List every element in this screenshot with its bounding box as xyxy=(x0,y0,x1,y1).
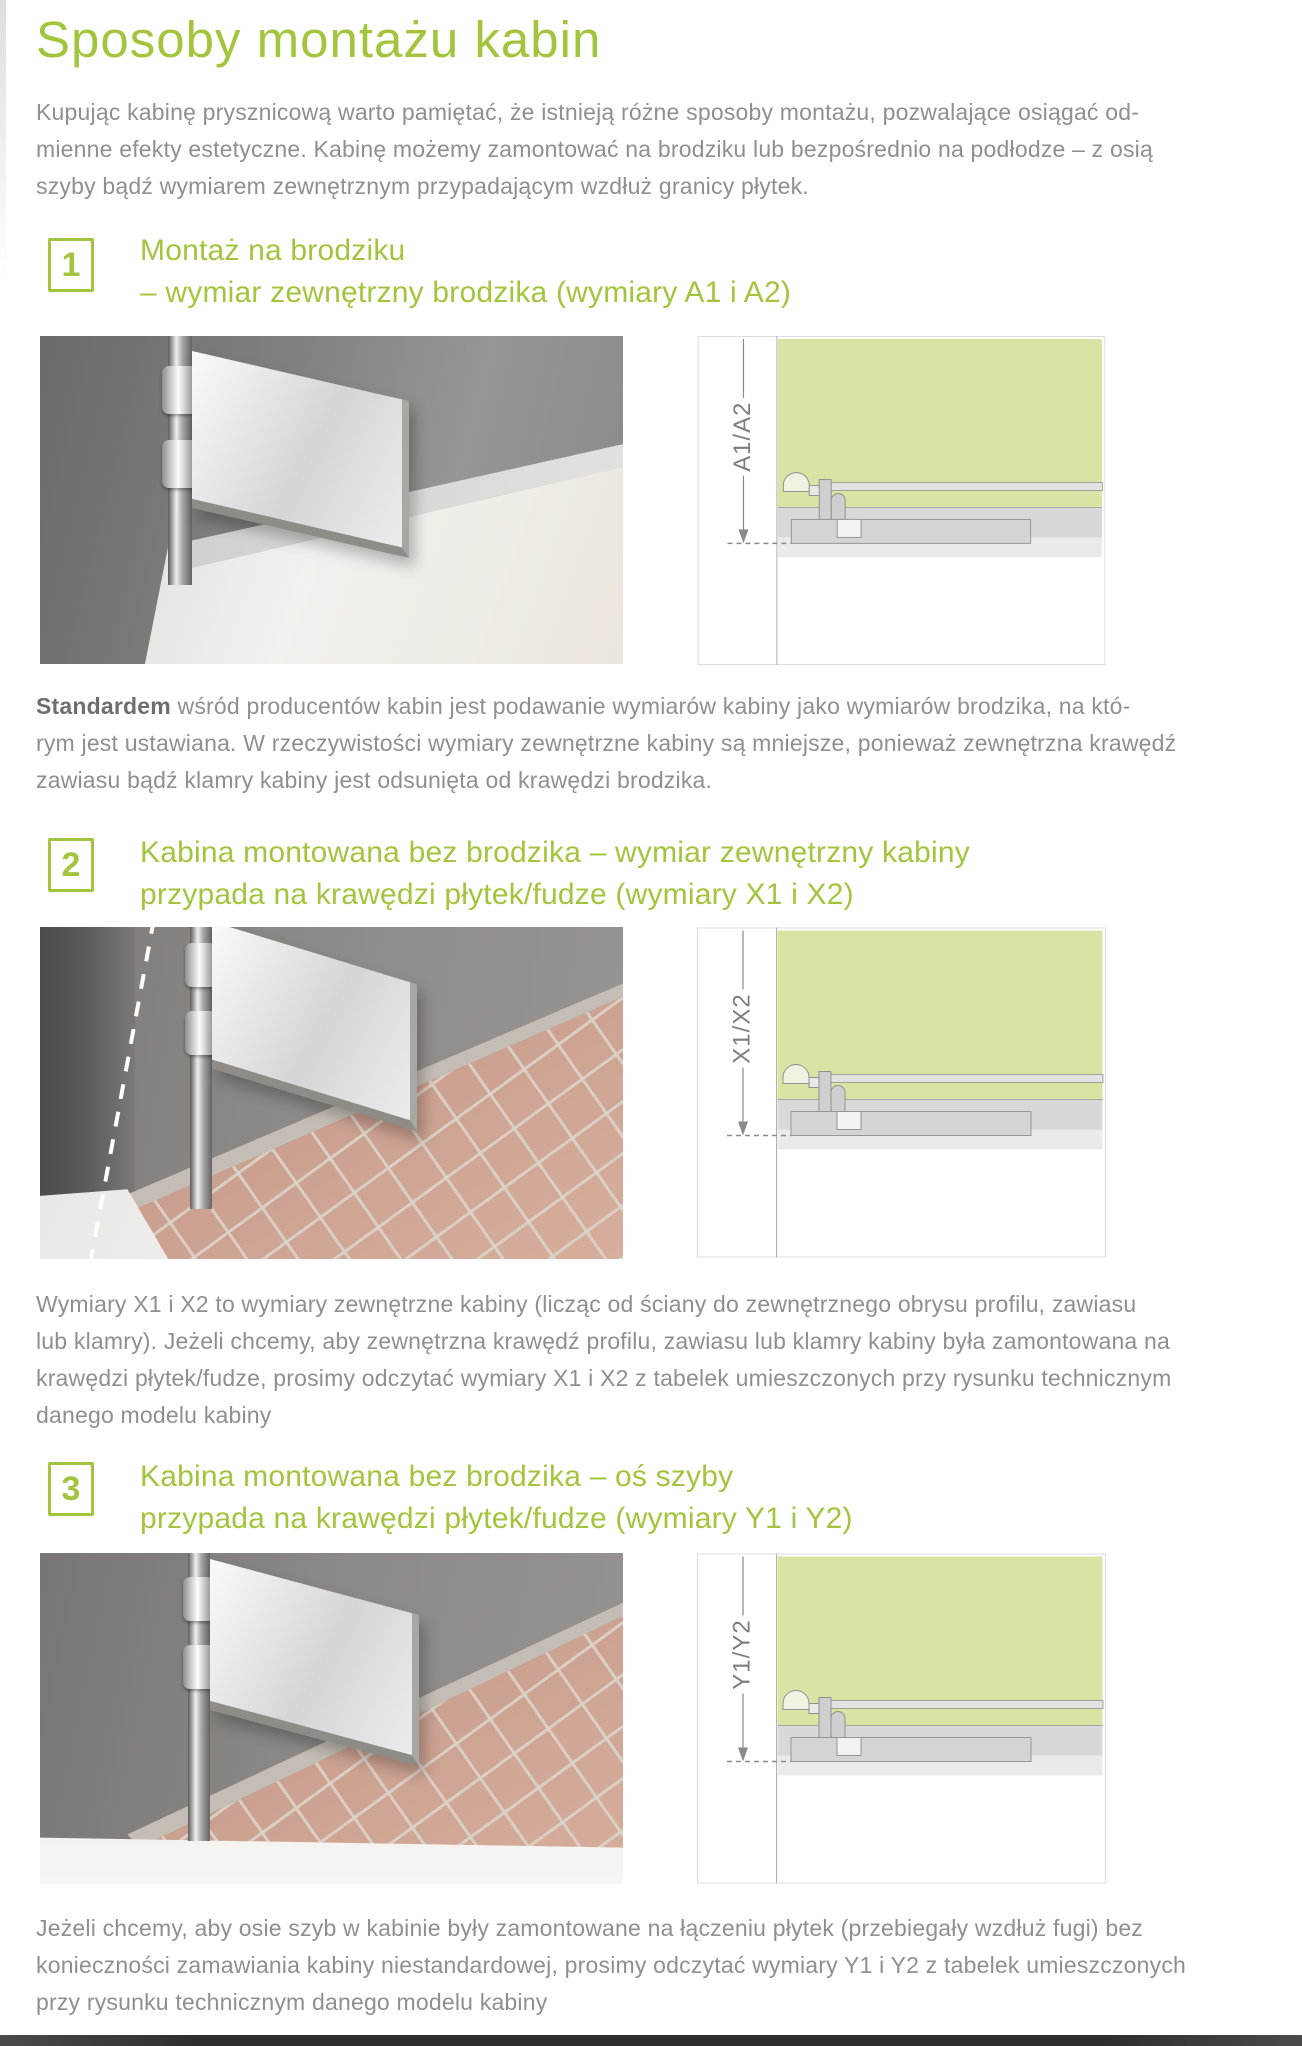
photo-hinge-glass-axis-on-tiles xyxy=(40,1553,623,1884)
photo-hinge-on-shower-tray xyxy=(40,336,623,664)
dimension-label: Y1/Y2 xyxy=(728,1619,756,1690)
intro-line: szyby bądź wymiarem zewnętrznym przypadającym wzdłuż granicy płytek. xyxy=(36,173,809,199)
section-2-heading xyxy=(140,832,1190,916)
dimension-label: X1/X2 xyxy=(728,993,756,1064)
section-3-number-badge xyxy=(48,1462,94,1516)
section-number: 1 xyxy=(61,245,81,284)
diagram-a1-a2 xyxy=(697,336,1106,665)
section-3-paragraph xyxy=(36,1910,1186,2021)
diagram-y1-y2 xyxy=(697,1553,1106,1884)
paragraph-line: rym jest ustawiana. W rzeczywistości wymiary zewnętrzne kabiny są mniejsze, ponieważ zewnętrzna krawędź xyxy=(36,730,1177,756)
paragraph-line: lub klamry). Jeżeli chcemy, aby zewnętrzna krawędź profilu, zawiasu lub klamry kabiny była zamontowana na xyxy=(36,1328,1170,1354)
lead-word: Standardem xyxy=(36,693,171,719)
technical-drawing xyxy=(697,336,1106,665)
diagram-x1-x2 xyxy=(697,927,1106,1258)
section-heading-line: Kabina montowana bez brodzika – oś szyby xyxy=(140,1460,734,1493)
section-2-number-badge xyxy=(48,838,94,892)
hinge-bracket-plate xyxy=(192,351,409,558)
photo-hinge-on-tiled-floor-dashed-axis xyxy=(40,927,623,1259)
section-heading-line: przypada na krawędzi płytek/fudze (wymiary X1 i X2) xyxy=(140,878,854,911)
paragraph-line: zawiasu bądź klamry kabiny jest odsunięta od krawędzi brodzika. xyxy=(36,767,713,793)
paragraph-line: konieczności zamawiania kabiny niestandardowej, prosimy odczytać wymiary Y1 i Y2 z tabelek umieszczonych xyxy=(36,1952,1187,1978)
paragraph-line: Jeżeli chcemy, aby osie szyb w kabinie były zamontowane na łączeniu płytek (przebiegały wzdłuż fugi) bez xyxy=(36,1915,1144,1941)
page-title: Sposoby montażu kabin xyxy=(36,11,602,68)
hinge-bracket-plate xyxy=(210,1559,419,1766)
section-heading-line: Montaż na brodziku xyxy=(140,234,406,267)
paragraph-line: danego modelu kabiny xyxy=(36,1402,272,1428)
paragraph-line: Wymiary X1 i X2 to wymiary zewnętrzne kabiny (licząc od ściany do zewnętrznego obrysu profilu, zawiasu xyxy=(36,1291,1137,1317)
section-heading-line: – wymiar zewnętrzny brodzika (wymiary A1 i A2) xyxy=(140,276,792,309)
section-1-heading xyxy=(140,230,1190,314)
dimension-label: A1/A2 xyxy=(728,401,756,472)
bottom-bar xyxy=(0,2035,1302,2046)
section-heading-line: przypada na krawędzi płytek/fudze (wymiary Y1 i Y2) xyxy=(140,1502,853,1535)
paragraph-line: przy rysunku technicznym danego modelu kabiny xyxy=(36,1989,548,2015)
section-1-number-badge xyxy=(48,238,94,292)
section-1-paragraph xyxy=(36,688,1176,799)
intro-paragraph xyxy=(36,94,1153,205)
section-number: 2 xyxy=(61,845,81,884)
section-number: 3 xyxy=(61,1469,81,1508)
paragraph-line: krawędzi płytek/fudze, prosimy odczytać wymiary X1 i X2 z tabelek umieszczonych przy rysunku technicznym xyxy=(36,1365,1172,1391)
section-3-heading xyxy=(140,1456,1190,1540)
intro-line: mienne efekty estetyczne. Kabinę możemy zamontować na brodziku lub bezpośrednio na podłodze – z osią xyxy=(36,136,1153,162)
page-scan-edge xyxy=(0,0,6,280)
technical-drawing xyxy=(697,927,1106,1258)
section-heading-line: Kabina montowana bez brodzika – wymiar zewnętrzny kabiny xyxy=(140,836,970,869)
section-2-paragraph xyxy=(36,1286,1171,1434)
hinge-bracket-plate xyxy=(212,927,417,1131)
intro-line: Kupując kabinę prysznicową warto pamiętać, że istnieją różne sposoby montażu, pozwalające osiągać od- xyxy=(36,99,1140,125)
paragraph-line: Standardem wśród producentów kabin jest podawanie wymiarów kabiny jako wymiarów brodzika, na któ- xyxy=(36,693,1131,719)
technical-drawing xyxy=(697,1553,1106,1884)
